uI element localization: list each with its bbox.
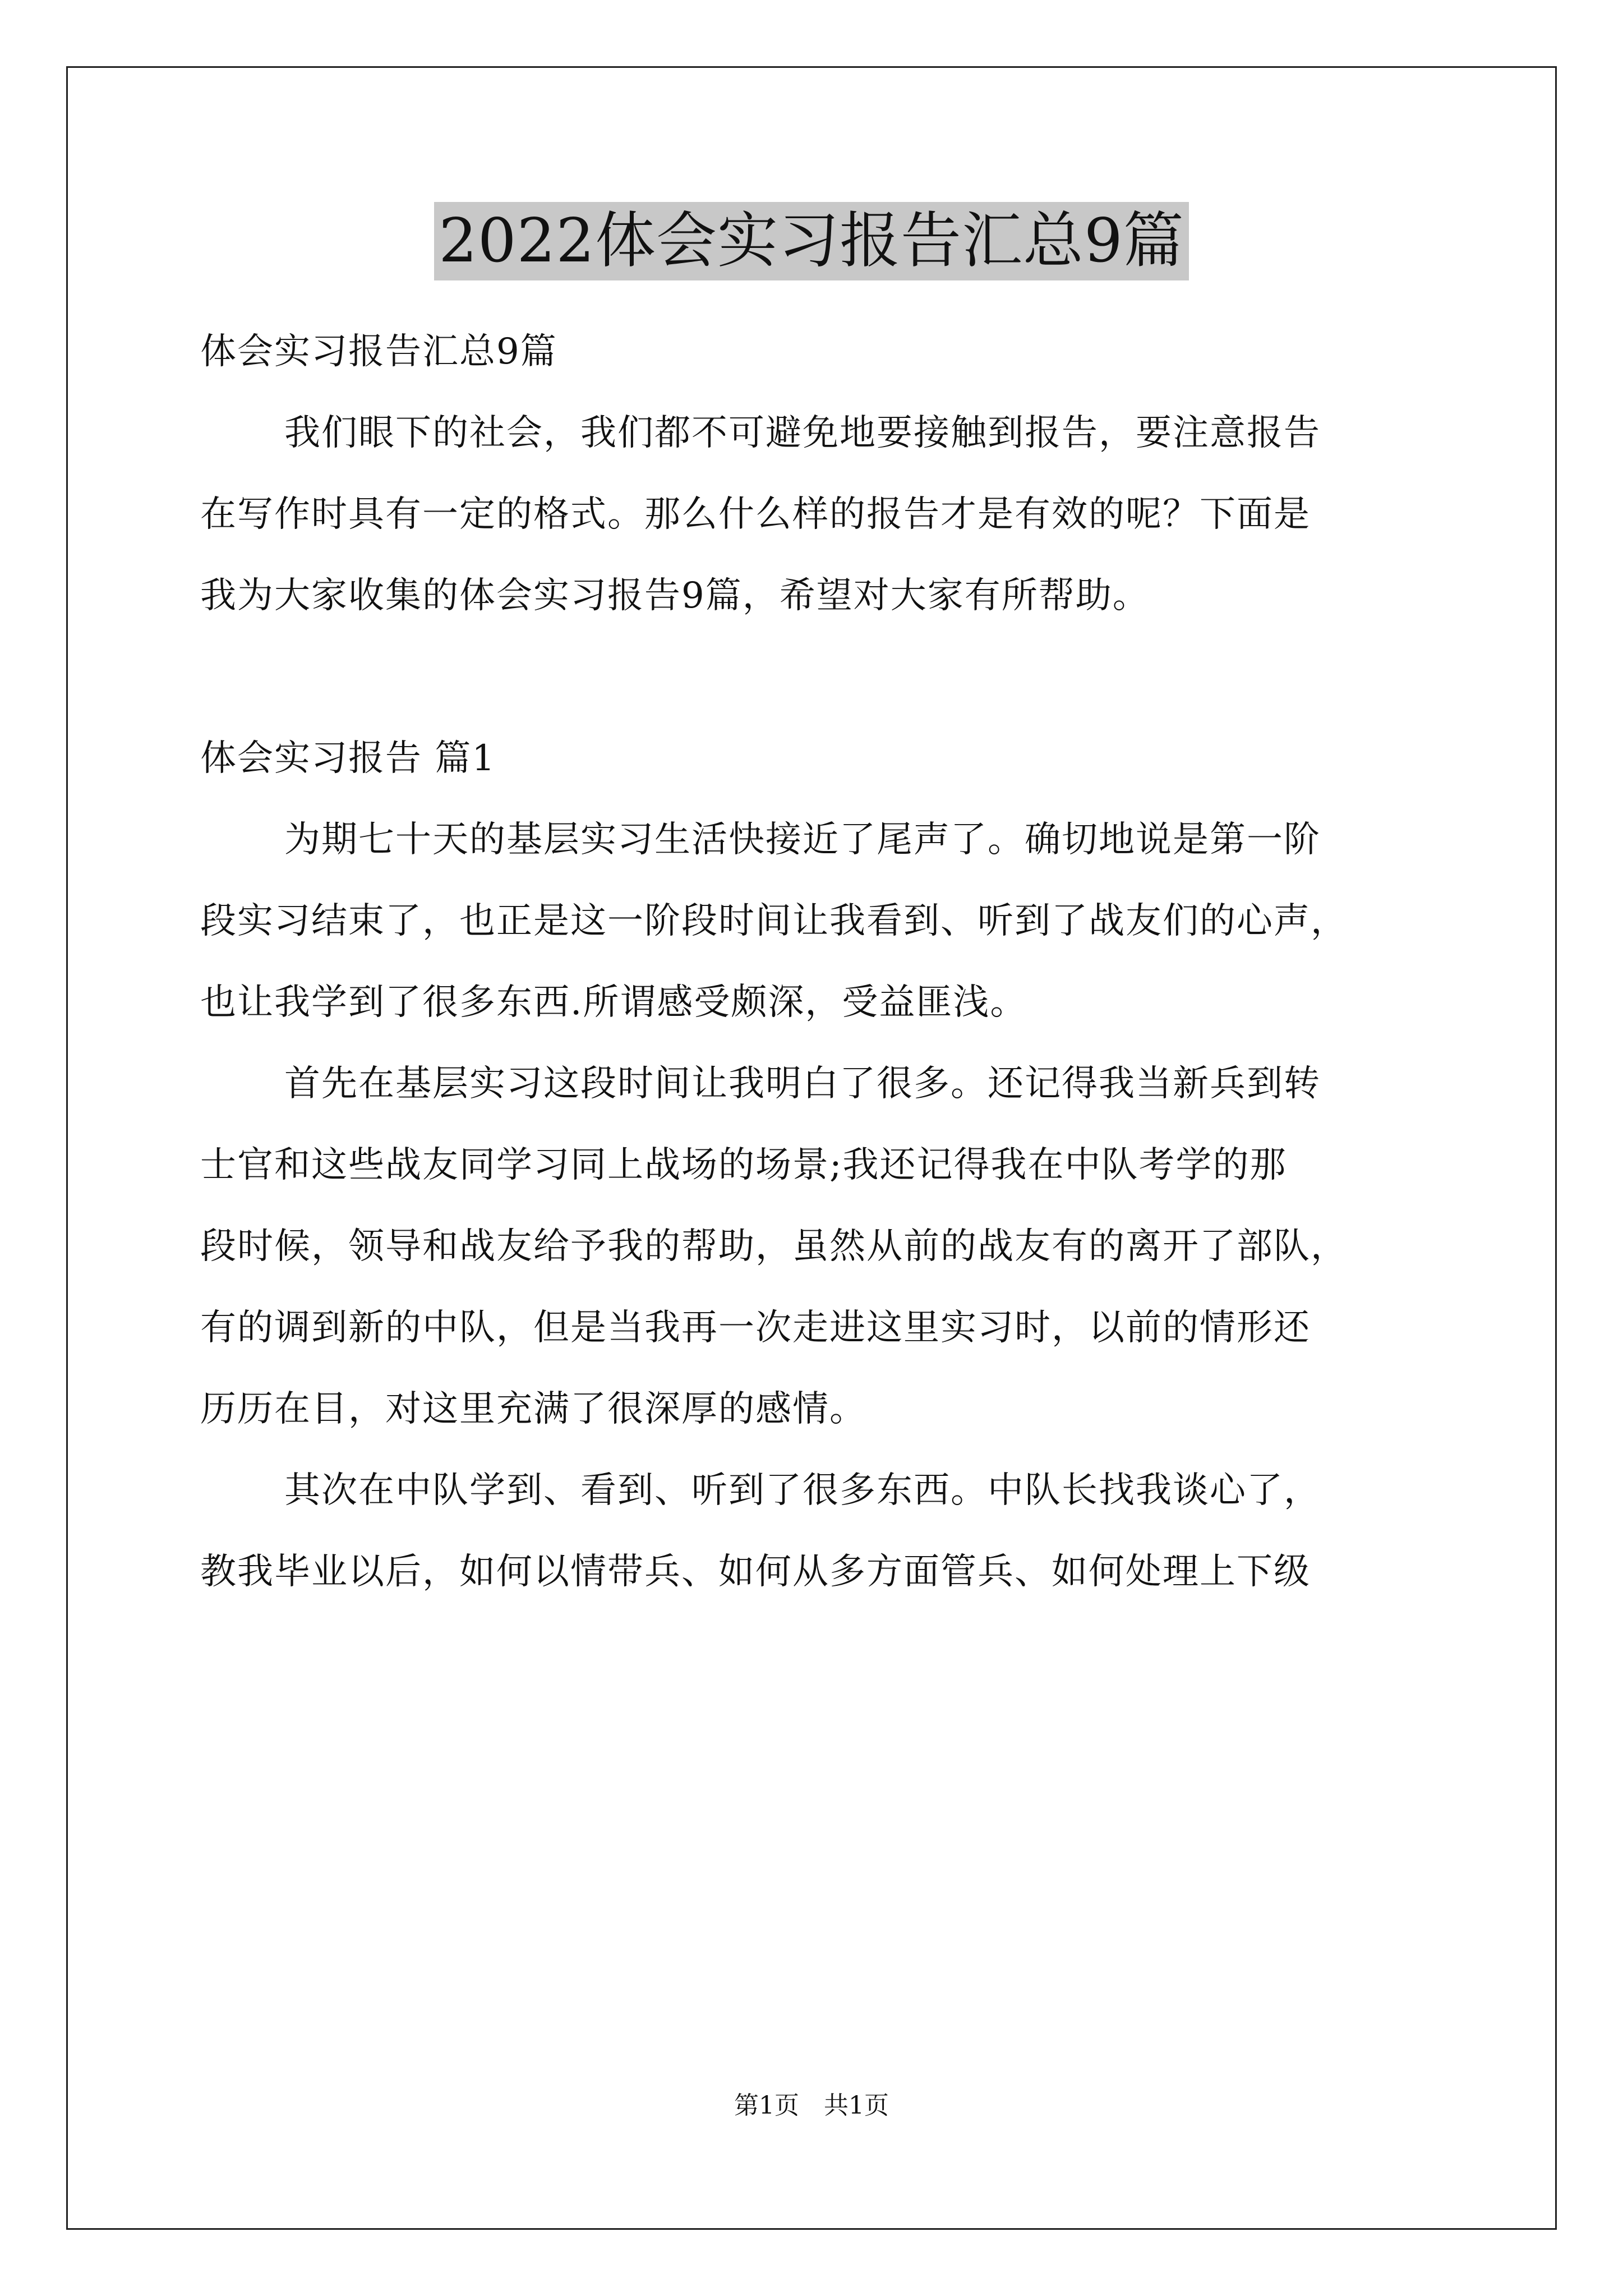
page-total: 共1页 xyxy=(824,2091,889,2120)
paragraph-line: 历历在目，对这里充满了很深厚的感情。 xyxy=(200,1388,866,1430)
paragraph-line: 段实习结束了，也正是这一阶段时间让我看到、听到了战友们的心声， xyxy=(200,900,1348,942)
section-heading: 体会实习报告 篇1 xyxy=(200,738,496,779)
intro-line: 我们眼下的社会，我们都不可避免地要接触到报告，要注意报告 xyxy=(284,412,1321,454)
page-footer xyxy=(0,2089,1623,2123)
paragraph-line: 其次在中队学到、看到、听到了很多东西。中队长找我谈心了， xyxy=(284,1470,1321,1511)
paragraph-line: 也让我学到了很多东西.所谓感受颇深，受益匪浅。 xyxy=(200,982,1027,1023)
document-title: 2022体会实习报告汇总9篇 xyxy=(434,202,1189,280)
paragraph-line: 有的调到新的中队，但是当我再一次走进这里实习时，以前的情形还 xyxy=(200,1307,1311,1349)
document-body xyxy=(200,311,1423,1613)
document-subtitle: 体会实习报告汇总9篇 xyxy=(200,331,557,372)
paragraph-line: 士官和这些战友同学习同上战场的场景;我还记得我在中队考学的那 xyxy=(200,1144,1287,1186)
paragraph-line: 教我毕业以后，如何以情带兵、如何从多方面管兵、如何处理上下级 xyxy=(200,1551,1311,1593)
page-number: 第1页 xyxy=(734,2091,799,2120)
paragraph-line: 段时候，领导和战友给予我的帮助，虽然从前的战友有的离开了部队， xyxy=(200,1226,1348,1267)
intro-line: 在写作时具有一定的格式。那么什么样的报告才是有效的呢？下面是 xyxy=(200,494,1311,535)
paragraph-line: 首先在基层实习这段时间让我明白了很多。还记得我当新兵到转 xyxy=(284,1063,1321,1105)
paragraph-line: 为期七十天的基层实习生活快接近了尾声了。确切地说是第一阶 xyxy=(284,819,1321,861)
spacer xyxy=(200,637,1423,718)
title-block xyxy=(0,202,1623,280)
intro-line: 我为大家收集的体会实习报告9篇，希望对大家有所帮助。 xyxy=(200,575,1150,616)
